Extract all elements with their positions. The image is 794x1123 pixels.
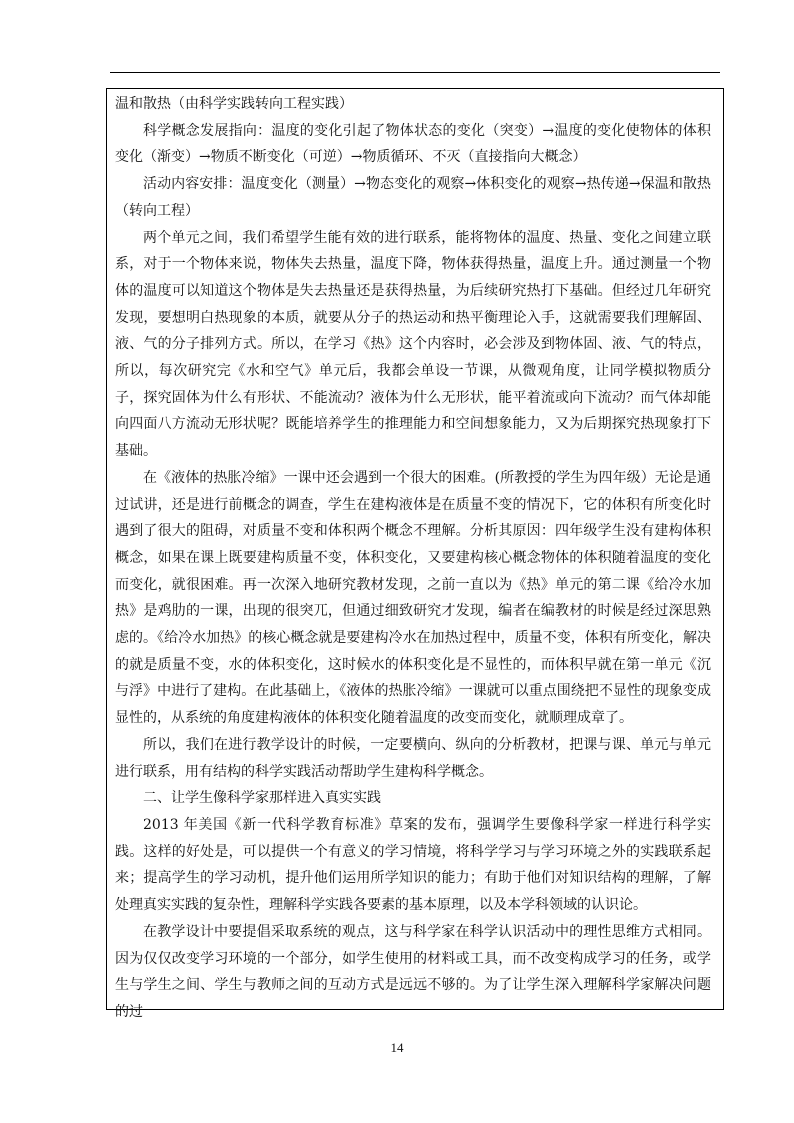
header-rule (110, 72, 720, 73)
paragraph-3: 活动内容安排：温度变化（测量）→物态变化的观察→体积变化的观察→热传递→保温和散热（转向工程） (115, 176, 711, 219)
paragraph-4: 两个单元之间，我们希望学生能有效的进行联系，能将物体的温度、热量、变化之间建立联系，对于一个物体来说，物体失去热量，温度下降，物体获得热量，温度上升。通过测量一个物体的温度可以知道这个物体是失去热量还是获得热量，为后续研究热打下基础。但经过几年研究发现，要想明白热现象的本质，就要从分子的热运动和热平衡理论入手，这就需要我们理解固、液、气的分子排列方式。所以，在学习《热》这个内容时，必会涉及到物体固、液、气的特点，所以，每次研究完《水和空气》单元后，我都会单设一节课，从微观角度，让同学模拟物质分子，探究固体为什么有形状、不能流动？液体为什么无形状，能平着流或向下流动？而气体却能向四面八方流动无形状呢？既能培养学生的推理能力和空间想象能力，又为后期探究热现象打下基础。 (115, 229, 711, 460)
page-number: 14 (390, 1040, 404, 1055)
paragraph-6: 所以，我们在进行教学设计的时候，一定要横向、纵向的分析教材，把课与课、单元与单元进行联系，用有结构的科学实践活动帮助学生建构科学概念。 (115, 736, 711, 780)
document-body (115, 91, 711, 1026)
document-frame (106, 88, 724, 1020)
section-heading: 二、让学生像科学家那样进入真实实践 (143, 790, 381, 807)
paragraph-5: 在《液体的热胀冷缩》一课中还会遇到一个很大的困难。(所教授的学生为四年级）无论是通过试讲，还是进行前概念的调查，学生在建构液体是在质量不变的情况下，它的体积有所变化时遇到了很大的阻碍，对质量不变和体积两个概念不理解。分析其原因：四年级学生没有建构体积概念，如果在课上既要建构质量不变，体积变化，又要建构核心概念物体的体积随着温度的变化而变化，就很困难。再一次深入地研究教材发现，之前一直以为《热》单元的第二课《给冷水加热》是鸡肋的一课，出现的很突兀，但通过细致研究才发现，编者在编教材的时候是经过深思熟虑的。《给冷水加热》的核心概念就是要建构冷水在加热过程中，质量不变，体积有所变化，解决的就是质量不变，水的体积变化，这时候水的体积变化是不显性的，而体积早就在第一单元《沉与浮》中进行了建构。在此基础上，《液体的热胀冷缩》一课就可以重点围绕把不显性的现象变成显性的，从系统的角度建构液体的体积变化随着温度的改变而变化，就顺理成章了。 (115, 469, 711, 727)
paragraph-2: 科学概念发展指向：温度的变化引起了物体状态的变化（突变）→温度的变化使物体的体积变化（渐变）→物质不断变化（可逆）→物质循环、不灭（直接指向大概念） (115, 122, 711, 166)
paragraph-1: 温和散热（由科学实践转向工程实践） (115, 96, 353, 112)
paragraph-7: 2013 年美国《新一代科学教育标准》草案的发布，强调学生要像科学家一样进行科学实践。这样的好处是，可以提供一个有意义的学习情境，将科学学习与学习环境之外的实践联系起来；提高学生的学习动机，提升他们运用所学知识的能力；有助于他们对知识结构的理解，了解处理真实实践的复杂性，理解科学实践各要素的基本原理，以及本学科领域的认识论。 (115, 816, 711, 914)
paragraph-8: 在教学设计中要提倡采取系统的观点，这与科学家在科学认识活动中的理性思维方式相同。因为仅仅改变学习环境的一个部分，如学生使用的材料或工具，而不改变构成学习的任务，或学生与学生之间、学生与教师之间的互动方式是远远不够的。为了让学生深入理解科学家解决问题的过 (115, 923, 711, 1020)
